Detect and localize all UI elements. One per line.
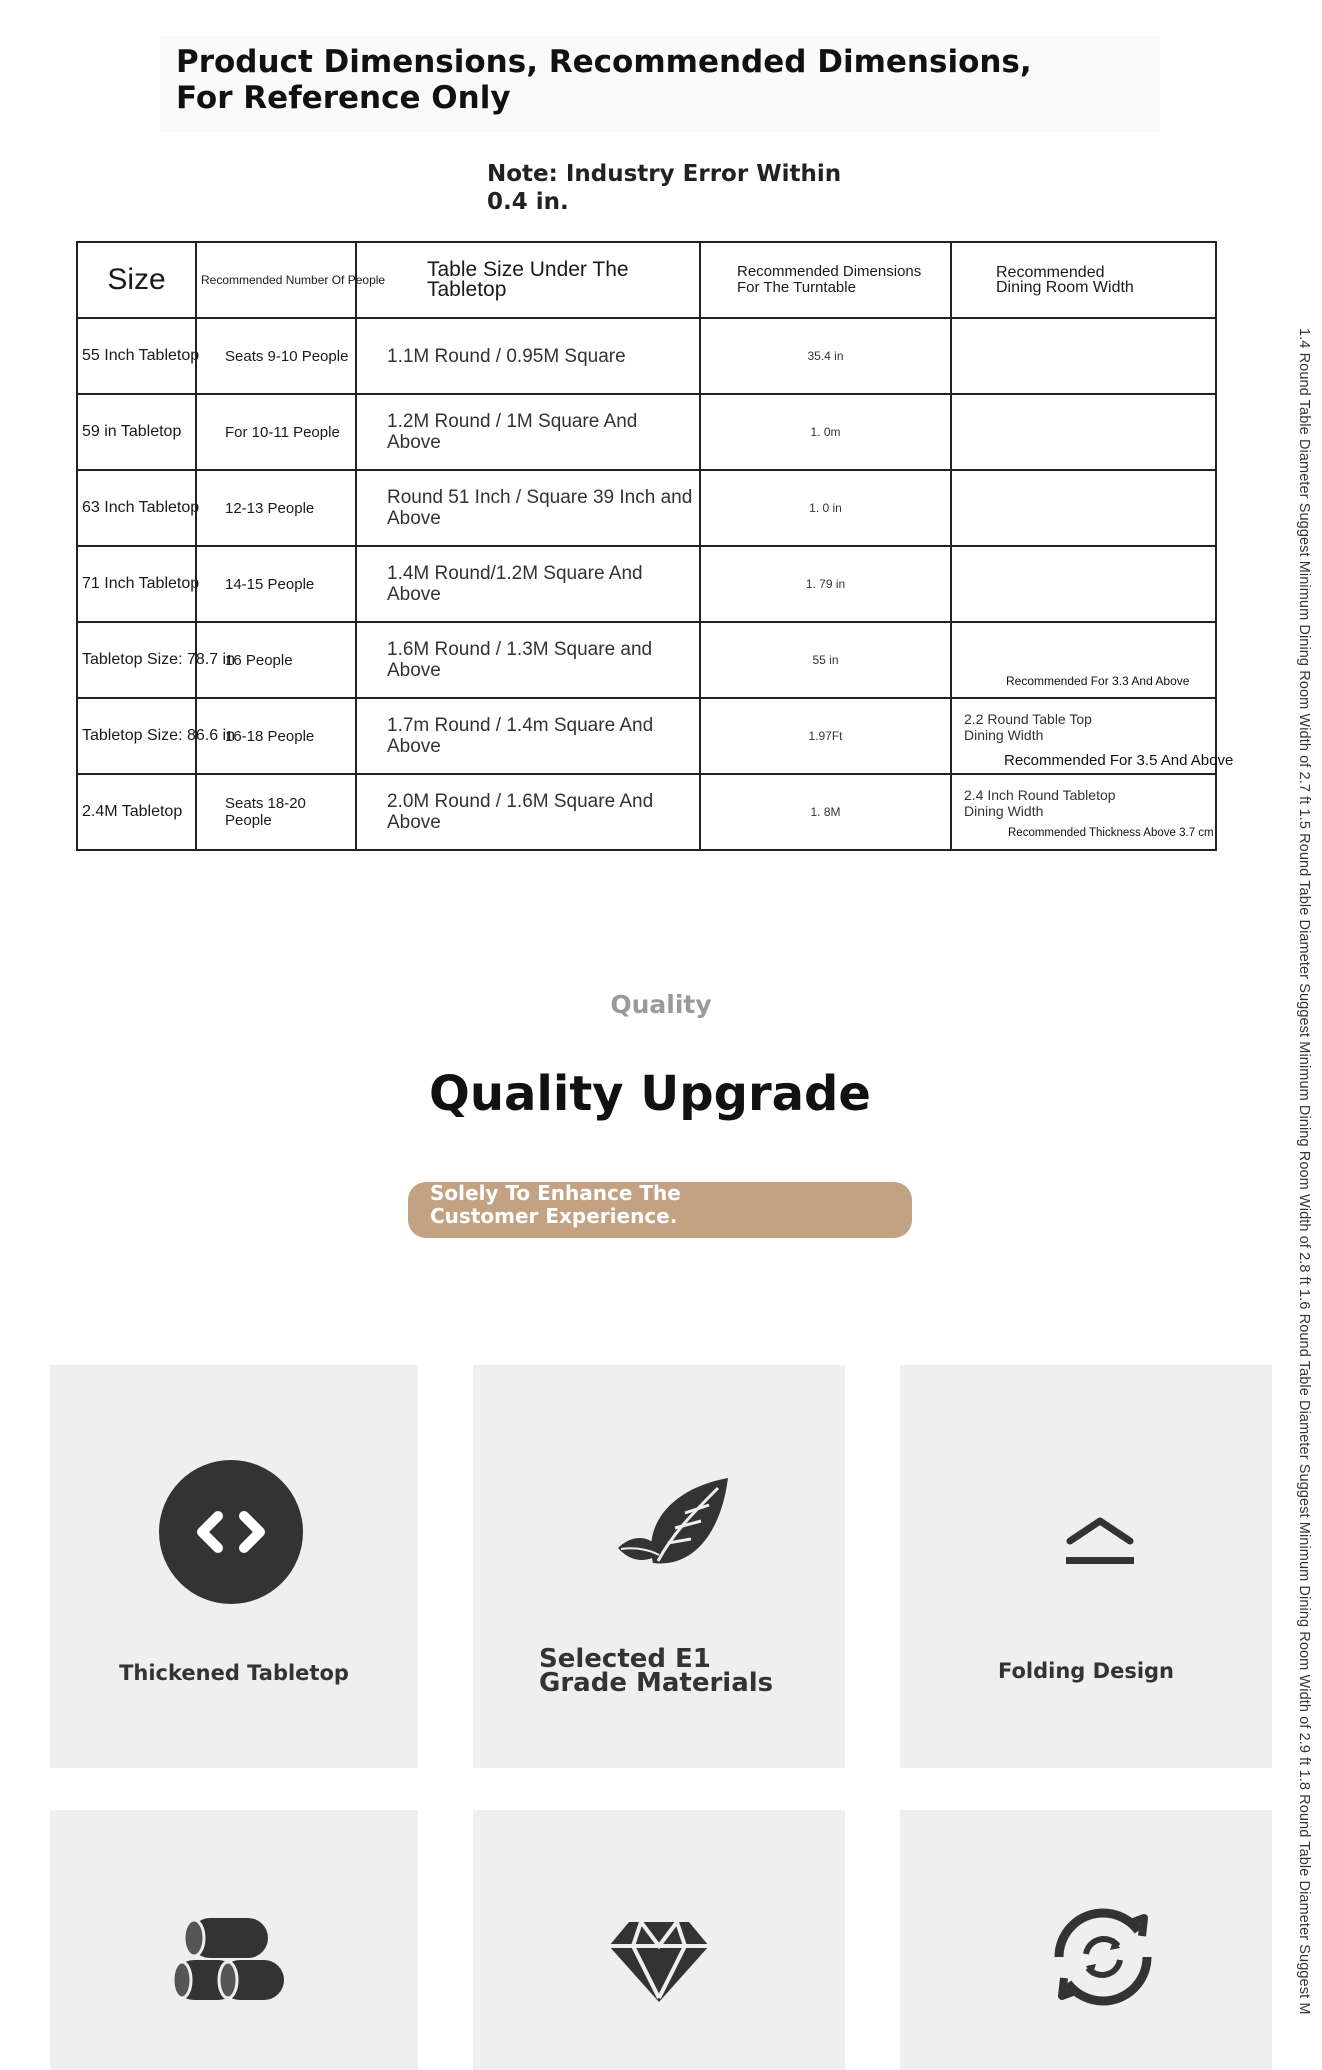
page-title: Product Dimensions, Recommended Dimensions, For Reference Only xyxy=(176,44,1032,116)
table-row xyxy=(77,546,1216,622)
refresh-cycle-icon xyxy=(1048,1902,1158,2017)
quality-title: Quality Upgrade xyxy=(429,1066,871,1122)
dining-width-cell xyxy=(951,394,1216,470)
size-cell: 59 in Tabletop xyxy=(77,394,196,470)
table-header-row xyxy=(77,242,1216,318)
header-table-size-label: Table Size Under The Tabletop xyxy=(427,258,629,301)
dining-width-note: Recommended For 3.5 And Above xyxy=(1004,752,1234,769)
people-cell: For 10-11 People xyxy=(196,394,356,470)
error-note: Note: Industry Error Within 0.4 in. xyxy=(487,161,842,215)
header-table-size xyxy=(356,242,700,318)
feature-card-4 xyxy=(50,1810,418,2070)
header-dining-label: Recommended Dining Room Width xyxy=(996,264,1134,296)
table-row xyxy=(77,470,1216,546)
dining-width-note: Recommended Thickness Above 3.7 cm xyxy=(1008,827,1214,839)
tagline-text: Solely To Enhance The Customer Experience. xyxy=(430,1181,681,1228)
people-cell: 12-13 People xyxy=(196,470,356,546)
tagline-pill xyxy=(408,1182,912,1238)
dimensions-table xyxy=(76,241,1234,851)
table-row xyxy=(77,698,1216,774)
dining-width-cell xyxy=(951,622,1216,698)
table-row xyxy=(77,318,1216,394)
table-size-cell: 1.2M Round / 1M Square And Above xyxy=(356,394,700,470)
size-cell: Tabletop Size: 86.6 in xyxy=(77,698,196,774)
turntable-cell: 1. 79 in xyxy=(700,546,951,622)
quality-eyebrow: Quality xyxy=(610,990,712,1019)
size-cell: 71 Inch Tabletop xyxy=(77,546,196,622)
turntable-cell: 1. 0 in xyxy=(700,470,951,546)
table-size-cell: 1.7m Round / 1.4m Square And Above xyxy=(356,698,700,774)
feature-label: Thickened Tabletop xyxy=(119,1661,349,1685)
people-cell: 16 People xyxy=(196,622,356,698)
header-turntable xyxy=(700,242,951,318)
feature-card-thickened xyxy=(50,1365,418,1768)
feature-card-folding xyxy=(900,1365,1272,1768)
table-size-cell: 1.4M Round/1.2M Square And Above xyxy=(356,546,700,622)
table-size-cell: 1.1M Round / 0.95M Square xyxy=(356,318,700,394)
dining-width-note: Recommended For 3.3 And Above xyxy=(1006,674,1190,688)
turntable-cell: 1. 0m xyxy=(700,394,951,470)
arrows-circle-icon xyxy=(158,1459,304,1610)
table-size-cell: 2.0M Round / 1.6M Square And Above xyxy=(356,774,700,850)
table-row xyxy=(77,774,1216,850)
fold-up-icon xyxy=(1064,1515,1136,1572)
turntable-cell: 1. 8M xyxy=(700,774,951,850)
turntable-cell: 35.4 in xyxy=(700,318,951,394)
feature-label: Selected E1 Grade Materials xyxy=(539,1644,774,1698)
dining-width-text: 2.4 Inch Round Tabletop Dining Width xyxy=(964,787,1116,819)
size-cell: 63 Inch Tabletop xyxy=(77,470,196,546)
people-cell: Seats 18-20 People xyxy=(196,774,356,850)
people-cell: 14-15 People xyxy=(196,546,356,622)
dining-width-cell xyxy=(951,546,1216,622)
leaf-icon xyxy=(613,1473,735,1588)
dining-width-cell xyxy=(951,470,1216,546)
dining-width-cell xyxy=(951,698,1234,774)
header-turntable-label: Recommended Dimensions For The Turntable xyxy=(737,263,922,296)
table-size-cell: Round 51 Inch / Square 39 Inch and Above xyxy=(356,470,700,546)
side-note: 1.4 Round Table Diameter Suggest Minimum Dining Room Width of 2.7 ft 1.5 Round Table Diameter Suggest Minimum Dining Room Width of 2.8 ft 1.6 Round Table Diameter Suggest Minimum Dining Room Width of 2.9 ft 1.8 Round Table Diameter Suggest M xyxy=(1296,328,1312,2015)
dining-width-cell xyxy=(951,318,1216,394)
header-dining-width xyxy=(951,242,1216,318)
people-cell: 16-18 People xyxy=(196,698,356,774)
table-row xyxy=(77,622,1216,698)
feature-card-5 xyxy=(473,1810,845,2070)
size-cell: 55 Inch Tabletop xyxy=(77,318,196,394)
feature-card-6 xyxy=(900,1810,1272,2070)
turntable-cell: 55 in xyxy=(700,622,951,698)
turntable-cell: 1.97Ft xyxy=(700,698,951,774)
feature-card-materials xyxy=(473,1365,845,1768)
diamond-icon xyxy=(605,1918,713,2009)
feature-label: Folding Design xyxy=(998,1659,1174,1683)
header-people: Recommended Number Of People xyxy=(196,242,356,318)
dining-width-text: 2.2 Round Table Top Dining Width xyxy=(964,711,1092,743)
table-size-cell: 1.6M Round / 1.3M Square and Above xyxy=(356,622,700,698)
size-cell: Tabletop Size: 78.7 in xyxy=(77,622,196,698)
logs-icon xyxy=(170,1914,288,2011)
people-cell: Seats 9-10 People xyxy=(196,318,356,394)
size-cell: 2.4M Tabletop xyxy=(77,774,196,850)
table-row xyxy=(77,394,1216,470)
header-size: Size xyxy=(77,242,196,318)
dining-width-cell xyxy=(951,774,1216,850)
